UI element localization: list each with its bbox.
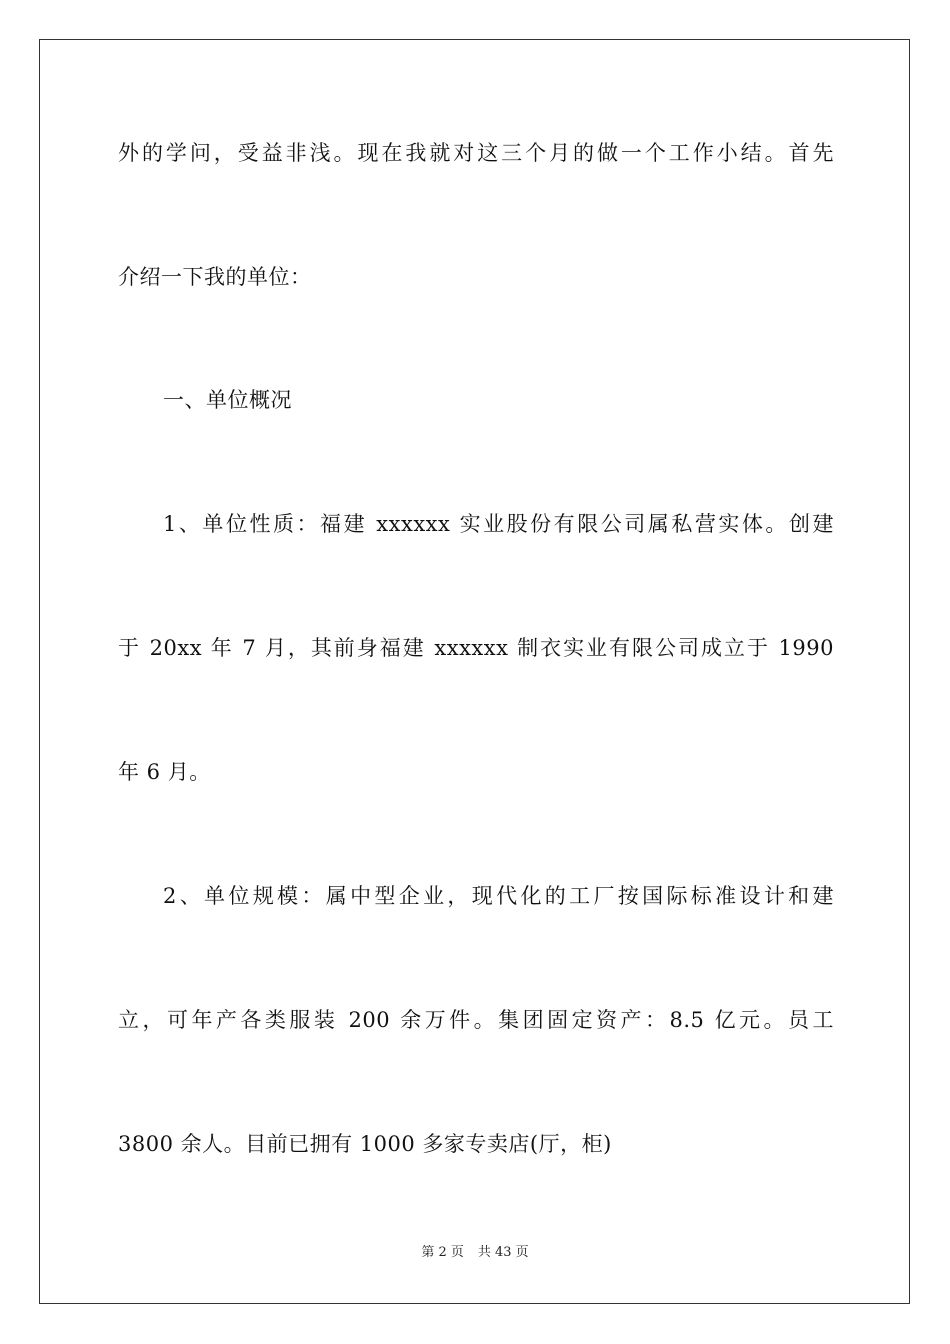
- page-frame: [39, 39, 910, 1304]
- section-heading: 一、单位概况: [163, 388, 292, 412]
- body-line-5: 于 20xx 年 7 月，其前身福建 xxxxxx 制衣实业有限公司成立于 1990: [118, 636, 834, 660]
- body-line-1: 外的学问，受益非浅。现在我就对这三个月的做一个工作小结。首先: [118, 141, 834, 165]
- page-footer: [0, 1244, 950, 1262]
- body-line-8: 立，可年产各类服装 200 余万件。集团固定资产：8.5 亿元。员工: [118, 1008, 834, 1032]
- body-line-6: 年 6 月。: [118, 760, 211, 784]
- page-number: 第 2 页: [421, 1245, 464, 1260]
- page-total: 共 43 页: [477, 1245, 529, 1260]
- body-line-4: 1、单位性质：福建 xxxxxx 实业股份有限公司属私营实体。创建: [163, 512, 834, 536]
- body-line-2: 介绍一下我的单位：: [118, 265, 312, 289]
- body-line-7: 2、单位规模：属中型企业，现代化的工厂按国际标准设计和建: [163, 884, 834, 908]
- body-line-9: 3800 余人。目前已拥有 1000 多家专卖店(厅，柜): [118, 1132, 612, 1156]
